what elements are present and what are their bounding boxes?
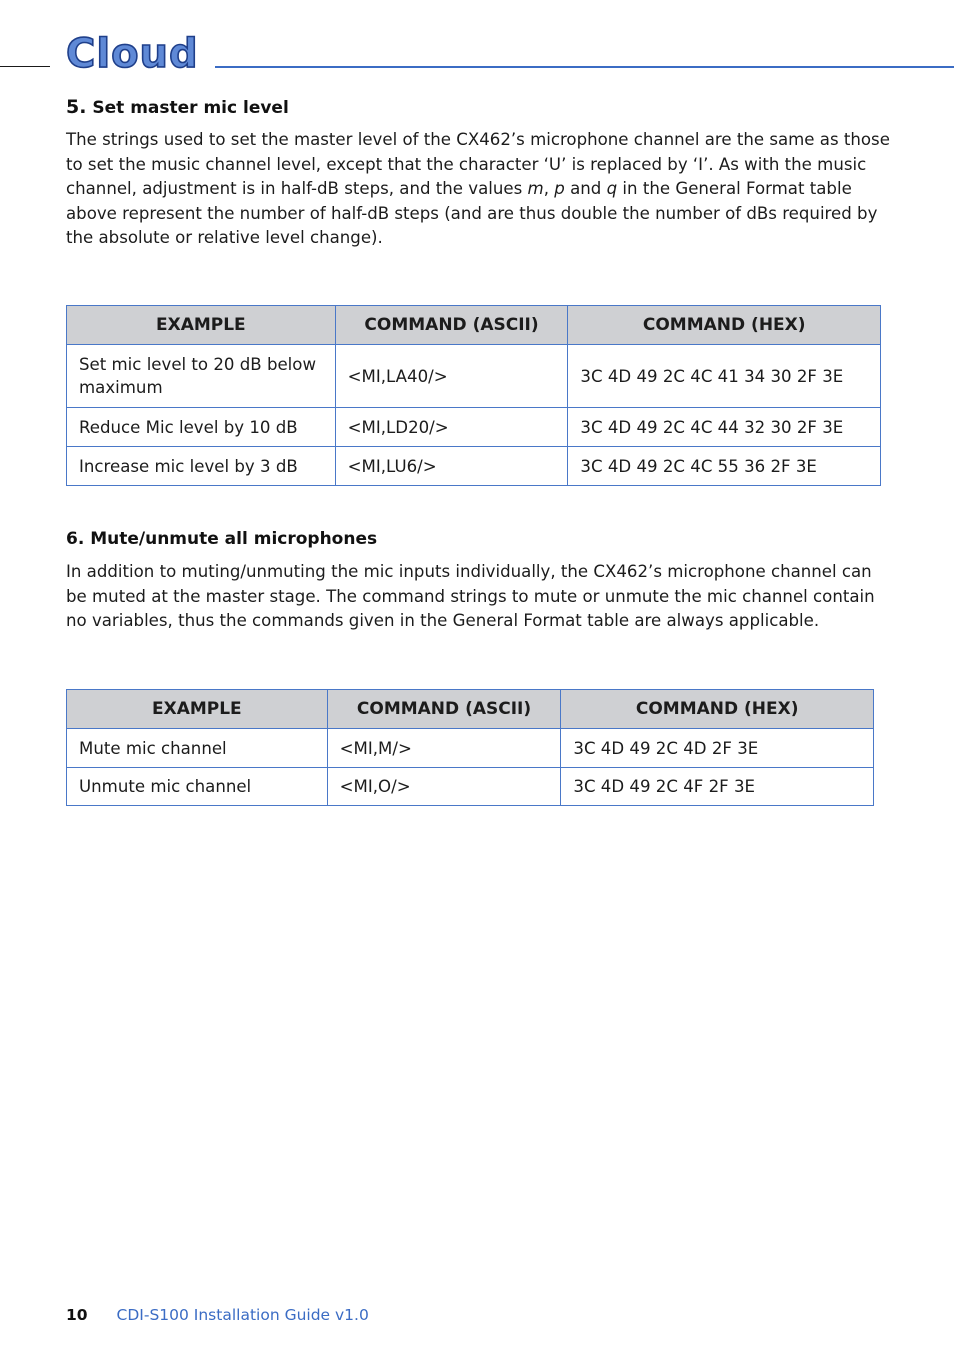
body-text: in the General Format table above represent the number of half-dB steps (and are thus double the number of dBs required by the absolute or relative level change). bbox=[66, 179, 878, 248]
table-header-row bbox=[67, 690, 874, 729]
section-5-title: Set master mic level bbox=[92, 98, 289, 118]
header-example: EXAMPLE bbox=[67, 690, 328, 729]
section-6-body: In addition to muting/unmuting the mic inputs individually, the CX462’s microphone channel can be muted at the master stage. The command strings to mute or unmute the mic channel contain no variables, thus the commands given in the General Format table are always applicable. bbox=[66, 562, 875, 631]
cell-ascii: <MI,LA40/> bbox=[335, 345, 568, 408]
cell-hex: 3C 4D 49 2C 4F 2F 3E bbox=[561, 768, 874, 806]
var-p: p bbox=[554, 179, 565, 199]
section-5-body bbox=[66, 128, 892, 251]
table-row bbox=[67, 408, 881, 447]
cell-example: Reduce Mic level by 10 dB bbox=[67, 408, 336, 447]
body-text: and bbox=[564, 179, 607, 199]
header-command-hex: COMMAND (HEX) bbox=[561, 690, 874, 729]
cell-example: Set mic level to 20 dB below maximum bbox=[67, 345, 336, 408]
cell-hex: 3C 4D 49 2C 4C 55 36 2F 3E bbox=[568, 447, 881, 486]
cell-ascii: <MI,LU6/> bbox=[335, 447, 568, 486]
cell-example: Unmute mic channel bbox=[67, 768, 328, 806]
cell-hex: 3C 4D 49 2C 4D 2F 3E bbox=[561, 729, 874, 768]
cell-ascii: <MI,O/> bbox=[327, 768, 561, 806]
header-command-ascii: COMMAND (ASCII) bbox=[335, 306, 568, 345]
document-title: CDI-S100 Installation Guide v1.0 bbox=[116, 1306, 369, 1324]
mic-level-table bbox=[66, 305, 881, 486]
header-command-ascii: COMMAND (ASCII) bbox=[327, 690, 561, 729]
cell-example: Increase mic level by 3 dB bbox=[67, 447, 336, 486]
cell-hex: 3C 4D 49 2C 4C 44 32 30 2F 3E bbox=[568, 408, 881, 447]
cell-ascii: <MI,M/> bbox=[327, 729, 561, 768]
cell-ascii: <MI,LD20/> bbox=[335, 408, 568, 447]
table-header-row bbox=[67, 306, 881, 345]
cloud-logo-text: Cloud bbox=[66, 31, 199, 74]
table-row bbox=[67, 345, 881, 408]
header-rule-right bbox=[215, 66, 954, 68]
section-5-number: 5. bbox=[66, 96, 87, 118]
header-example: EXAMPLE bbox=[67, 306, 336, 345]
var-m: m bbox=[527, 179, 544, 199]
cell-hex: 3C 4D 49 2C 4C 41 34 30 2F 3E bbox=[568, 345, 881, 408]
section-6-heading: 6. Mute/unmute all microphones bbox=[66, 529, 378, 549]
body-text: The strings used to set the master level of the CX462’s microphone channel are the same as those to set the music channel level, except that the character ‘U’ is replaced by ‘I’. As with the music channel, adjustment is in half-dB steps, and the values bbox=[66, 130, 890, 199]
cloud-logo bbox=[64, 30, 200, 74]
table-row bbox=[67, 447, 881, 486]
section-5-heading bbox=[66, 96, 289, 118]
table-row bbox=[67, 729, 874, 768]
body-text: , bbox=[543, 179, 555, 199]
header-rule-left bbox=[0, 66, 50, 67]
var-q: q bbox=[606, 179, 618, 199]
page-footer bbox=[66, 1306, 369, 1324]
mute-table bbox=[66, 689, 874, 806]
table-row bbox=[67, 768, 874, 806]
header-command-hex: COMMAND (HEX) bbox=[568, 306, 881, 345]
page-number: 10 bbox=[66, 1306, 88, 1324]
cell-example: Mute mic channel bbox=[67, 729, 328, 768]
